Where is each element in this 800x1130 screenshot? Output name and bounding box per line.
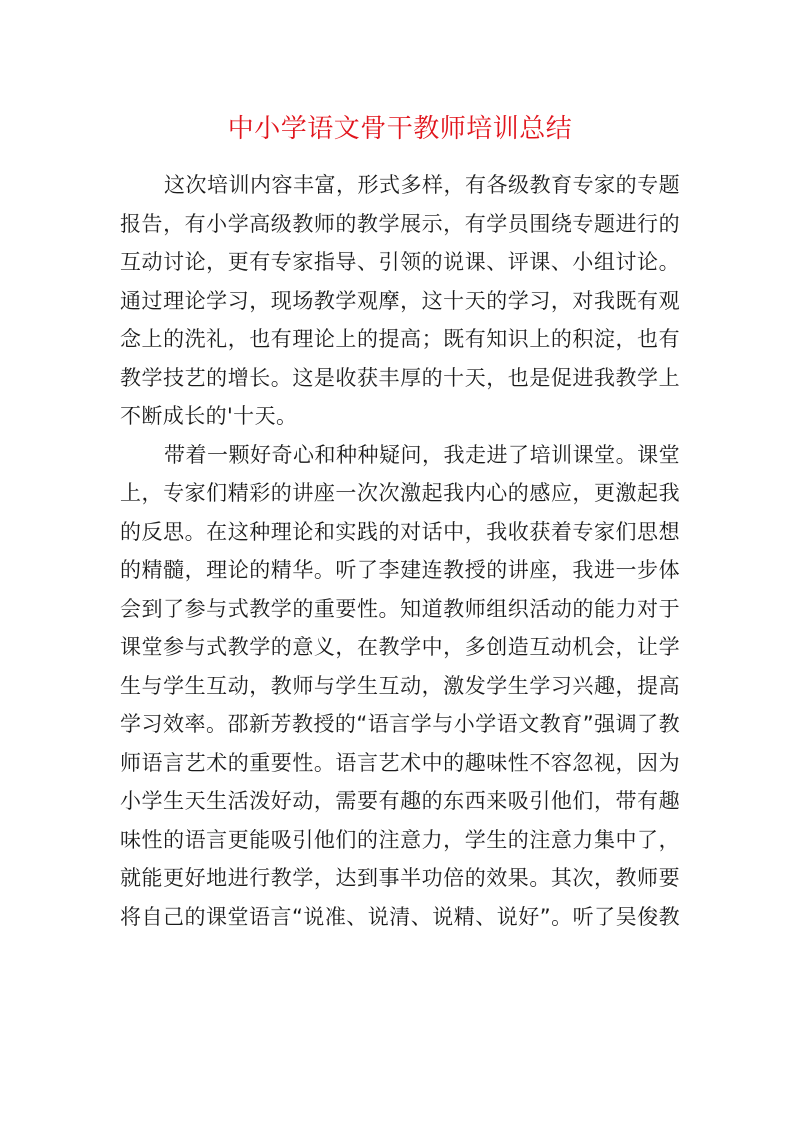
text-line: 就能更好地进行教学，达到事半功倍的效果。其次，教师要 [120,866,680,890]
text-line: 上，专家们精彩的讲座一次次激起我内心的感应，更激起我 [120,481,680,505]
text-line: 生与学生互动，教师与学生互动，激发学生学习兴趣，提高 [120,673,680,698]
text-line: 会到了参与式教学的重要性。知道教师组织活动的能力对于 [120,596,680,621]
document-title: 中小学语文骨干教师培训总结 [227,114,573,144]
paragraph-1 [120,166,680,436]
text-line: 将自己的课堂语言“说准、说清、说精、说好”。听了吴俊教 [120,904,680,929]
text-line: 的反思。在这种理论和实践的对话中，我收获着专家们思想 [120,519,680,544]
text-line: 通过理论学习，现场教学观摩，这十天的学习，对我既有观 [120,288,680,313]
document-body [120,166,680,936]
text-line: 味性的语言更能吸引他们的注意力，学生的注意力集中了， [120,827,680,852]
text-line: 带着一颗好奇心和种种疑问，我走进了培训课堂。课堂 [164,442,680,467]
text-line: 教学技艺的增长。这是收获丰厚的十天，也是促进我教学上 [120,365,680,390]
text-line: 念上的洗礼，也有理论上的提高；既有知识上的积淀，也有 [120,327,680,351]
text-line: 师语言艺术的重要性。语言艺术中的趣味性不容忽视，因为 [120,750,680,775]
text-line: 互动讨论，更有专家指导、引领的说课、评课、小组讨论。 [120,250,680,274]
text-line: 不断成长的'十天。 [120,404,298,428]
text-line: 小学生天生活泼好动，需要有趣的东西来吸引他们，带有趣 [120,789,680,813]
text-line: 的精髓，理论的精华。听了李建连教授的讲座，我进一步体 [120,558,680,582]
paragraph-2 [120,436,680,937]
text-line: 学习效率。邵新芳教授的“语言学与小学语文教育”强调了教 [120,712,680,736]
text-line: 报告，有小学高级教师的教学展示，有学员围绕专题进行的 [120,211,680,236]
text-line: 这次培训内容丰富，形式多样，有各级教育专家的专题 [164,173,680,197]
text-line: 课堂参与式教学的意义，在教学中，多创造互动机会，让学 [120,635,680,659]
